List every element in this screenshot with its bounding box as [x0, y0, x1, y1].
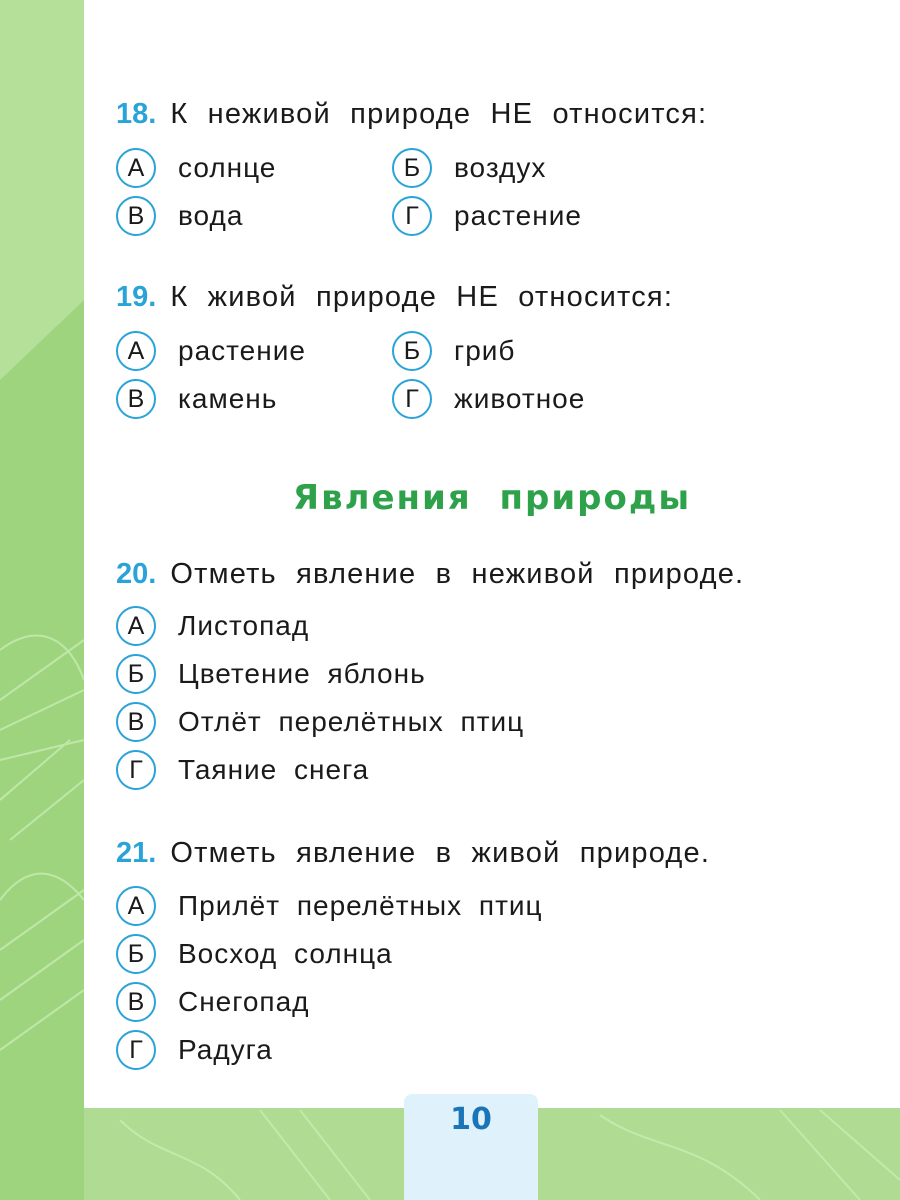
option-letter-circle[interactable]: В [116, 379, 156, 419]
option-letter-circle[interactable]: В [116, 982, 156, 1022]
option-letter-circle[interactable]: Б [116, 934, 156, 974]
option-letter-circle[interactable]: А [116, 148, 156, 188]
option-text: Отлёт перелётных птиц [178, 706, 525, 737]
option-letter-circle[interactable]: Г [392, 196, 432, 236]
question-text: К живой природе НЕ относится: [170, 281, 674, 313]
question-number: 20. [116, 558, 157, 590]
question-number: 18. [116, 98, 157, 130]
question-prompt [116, 554, 744, 594]
option-letter-circle[interactable]: Г [116, 1030, 156, 1070]
question-prompt [116, 277, 673, 317]
option-letter-circle[interactable]: А [116, 331, 156, 371]
option-letter-circle[interactable]: Б [392, 148, 432, 188]
question-text: Отметь явление в неживой природе. [170, 558, 745, 590]
option-text: растение [454, 200, 582, 231]
option-text: гриб [454, 335, 516, 366]
option-text: Таяние снега [178, 754, 370, 785]
option-letter-circle[interactable]: Г [392, 379, 432, 419]
option-letter-circle[interactable]: А [116, 886, 156, 926]
option-text: Радуга [178, 1034, 273, 1065]
option-letter-circle[interactable]: В [116, 196, 156, 236]
page-number: 10 [450, 1102, 492, 1137]
question-prompt [116, 94, 707, 134]
option-text: вода [178, 200, 244, 231]
option-letter-circle[interactable]: В [116, 702, 156, 742]
question-text: К неживой природе НЕ относится: [170, 98, 708, 130]
question-text: Отметь явление в живой природе. [170, 837, 711, 869]
option-letter-circle[interactable]: Г [116, 750, 156, 790]
option-text: Цветение яблонь [178, 658, 426, 689]
question-prompt [116, 833, 710, 873]
section-title: Явления природы [292, 478, 692, 518]
question-number: 19. [116, 281, 157, 313]
option-letter-circle[interactable]: Б [392, 331, 432, 371]
option-text: камень [178, 383, 278, 414]
option-text: растение [178, 335, 306, 366]
option-text: солнце [178, 152, 277, 183]
page-number-tab [404, 1094, 538, 1200]
option-text: Листопад [178, 610, 310, 641]
option-text: воздух [454, 152, 547, 183]
option-text: Снегопад [178, 986, 310, 1017]
question-number: 21. [116, 837, 157, 869]
option-letter-circle[interactable]: Б [116, 654, 156, 694]
option-text: Восход солнца [178, 938, 393, 969]
option-text: Прилёт перелётных птиц [178, 890, 543, 921]
option-text: животное [454, 383, 586, 414]
option-letter-circle[interactable]: А [116, 606, 156, 646]
worksheet-page [84, 0, 900, 1108]
